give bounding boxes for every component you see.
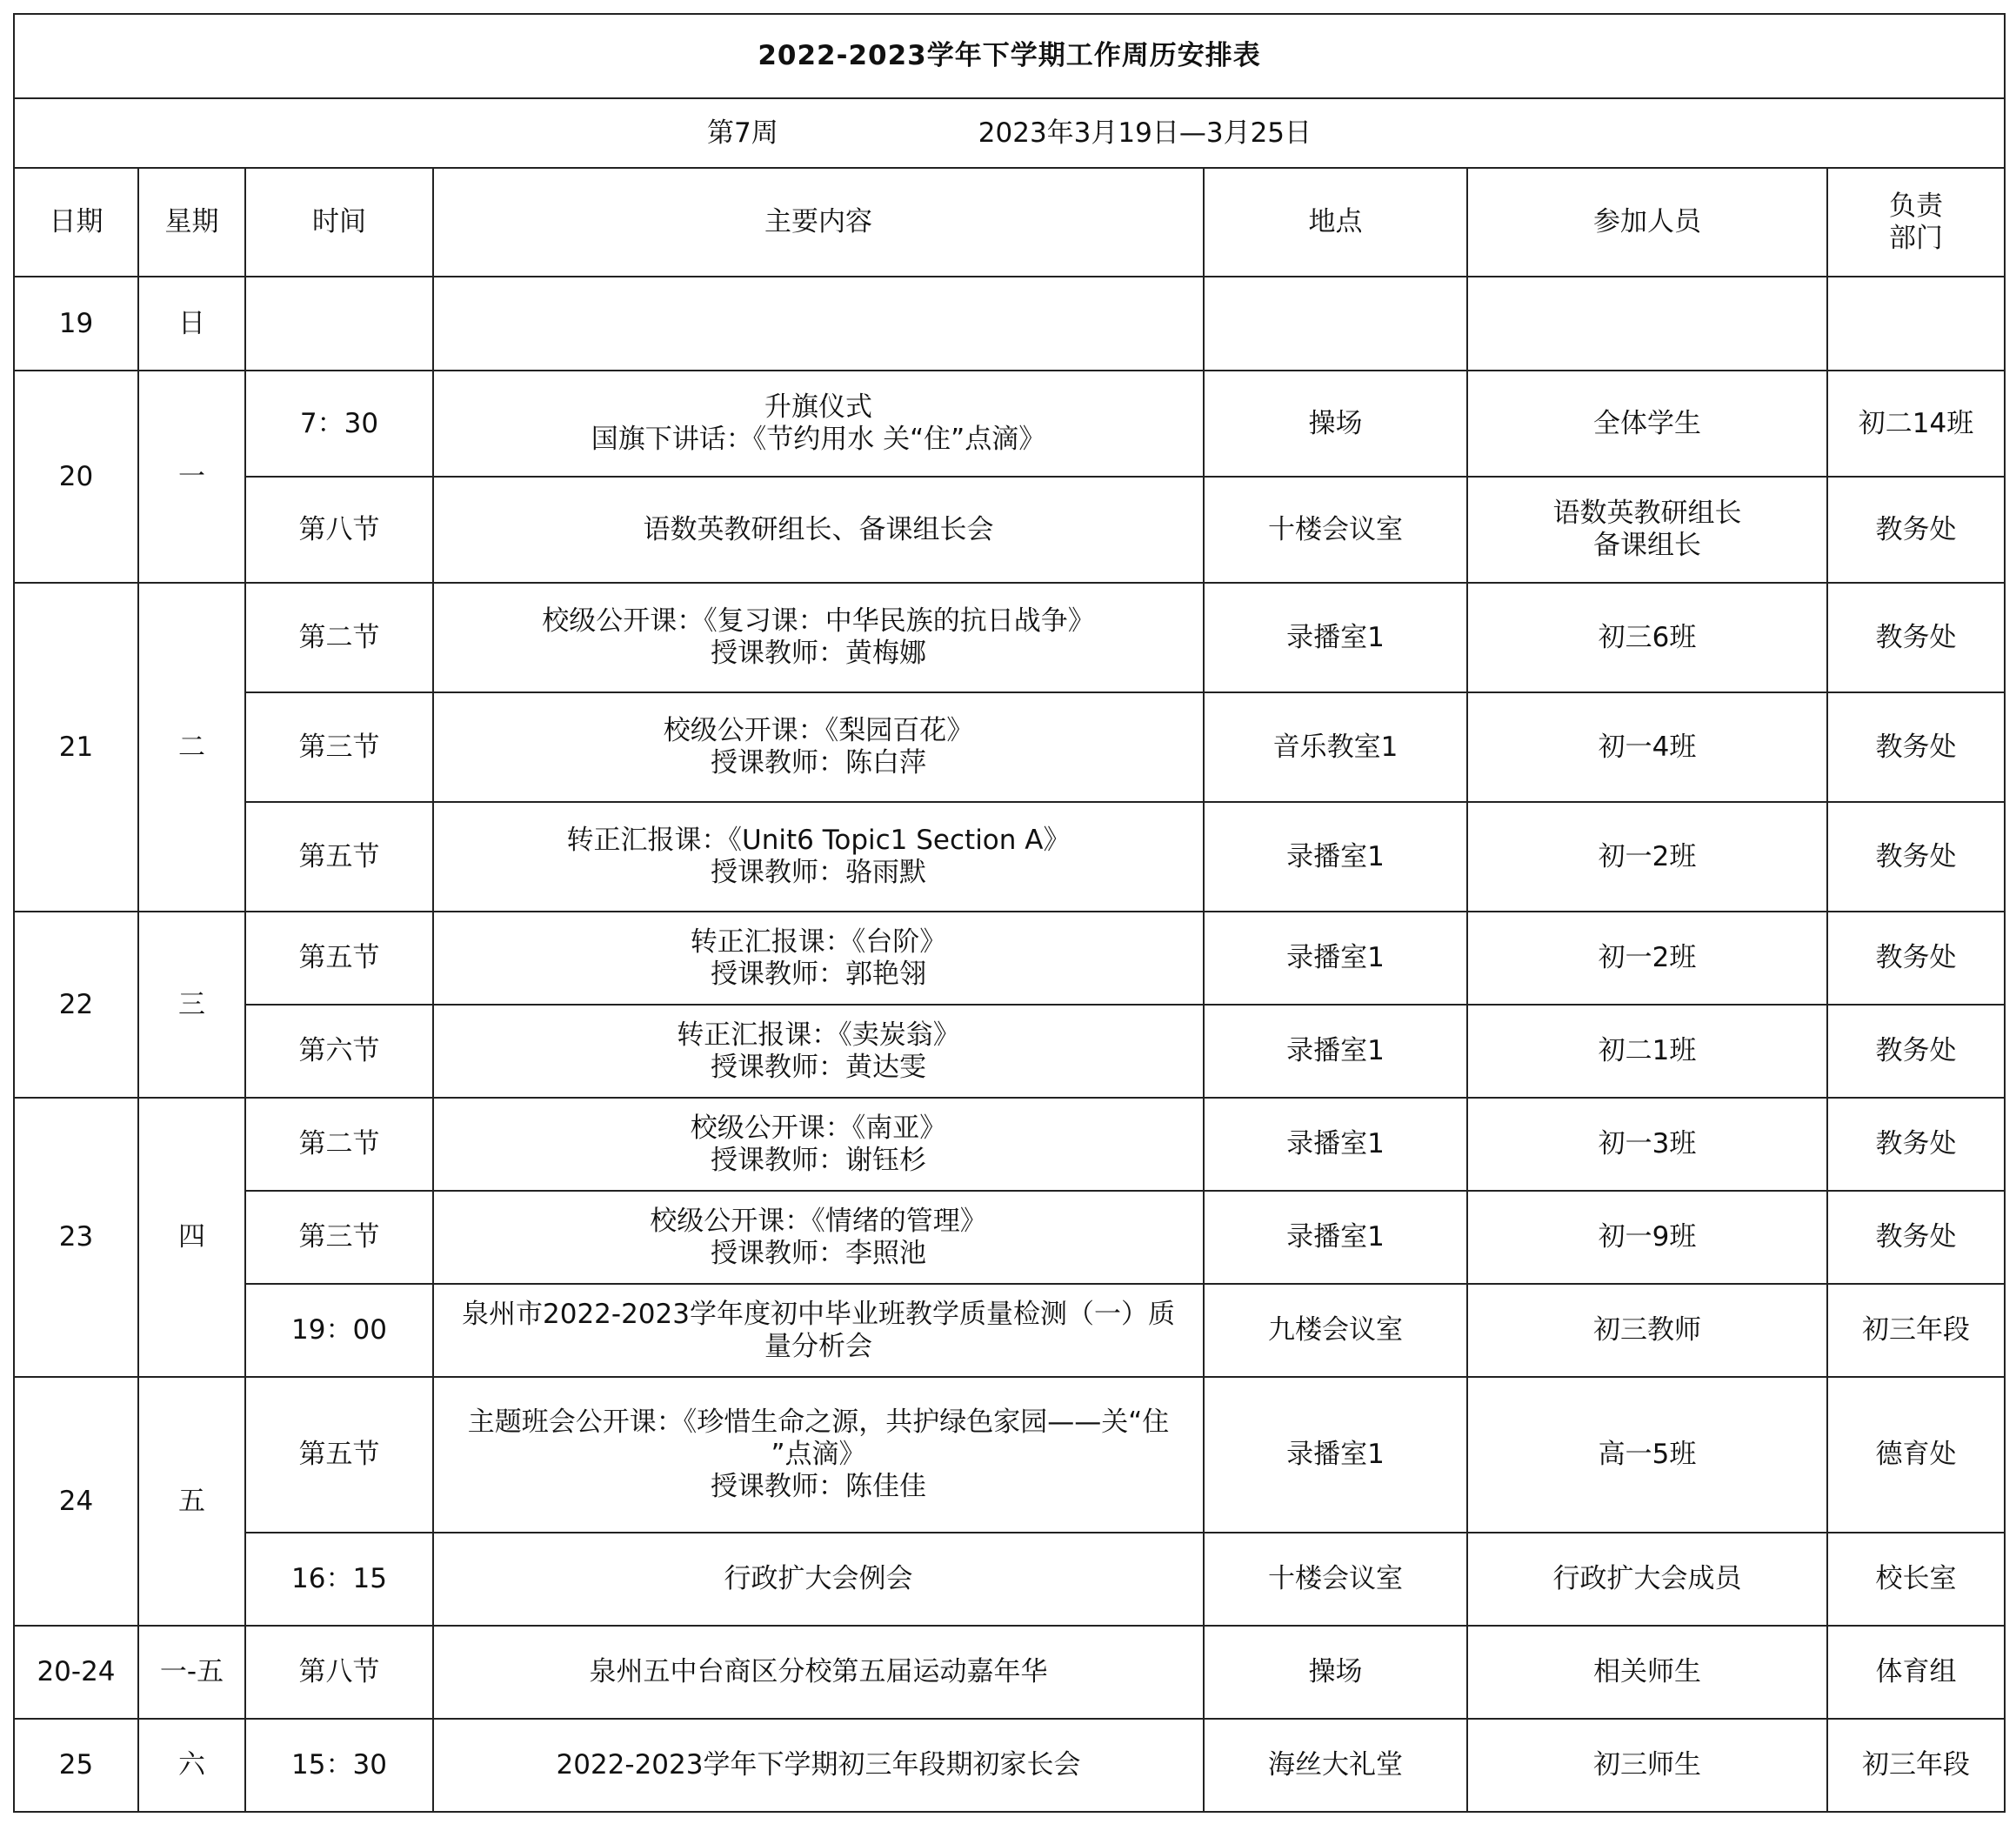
- content-cell: 校级公开课：《复习课：中华民族的抗日战争》 授课教师：黄梅娜: [433, 583, 1204, 692]
- dept-cell: 教务处: [1827, 1005, 2005, 1098]
- date-range: 2023年3月19日—3月25日: [978, 117, 1312, 149]
- header-row: [14, 168, 2005, 277]
- table-row: [14, 583, 2005, 692]
- content-cell: 泉州市2022-2023学年度初中毕业班教学质量检测（一）质 量分析会: [433, 1284, 1204, 1377]
- content-cell: 转正汇报课：《Unit6 Topic1 Section A》 授课教师：骆雨默: [433, 802, 1204, 912]
- time-cell: 第五节: [245, 912, 433, 1005]
- time-cell: 第二节: [245, 583, 433, 692]
- participants-cell: 初二1班: [1467, 1005, 1827, 1098]
- date-cell: 22: [14, 912, 138, 1098]
- week-info: [14, 98, 2005, 168]
- time-cell: 第二节: [245, 1098, 433, 1191]
- dept-cell: 初三年段: [1827, 1719, 2005, 1812]
- content-cell: 2022-2023学年下学期初三年段期初家长会: [433, 1719, 1204, 1812]
- date-cell: 25: [14, 1719, 138, 1812]
- content-cell: 转正汇报课：《台阶》 授课教师：郭艳翎: [433, 912, 1204, 1005]
- table-row: [14, 1098, 2005, 1191]
- content-cell: 语数英教研组长、备课组长会: [433, 477, 1204, 583]
- location-cell: [1204, 277, 1467, 371]
- table-row: [14, 912, 2005, 1005]
- table-row: [14, 1626, 2005, 1719]
- weekday-cell: 二: [138, 583, 245, 912]
- location-cell: 操场: [1204, 1626, 1467, 1719]
- time-cell: 第三节: [245, 1191, 433, 1284]
- location-cell: 海丝大礼堂: [1204, 1719, 1467, 1812]
- weekday-cell: 日: [138, 277, 245, 371]
- location-cell: 录播室1: [1204, 912, 1467, 1005]
- time-cell: 第五节: [245, 802, 433, 912]
- date-cell: 20-24: [14, 1626, 138, 1719]
- date-cell: 20: [14, 371, 138, 583]
- weekday-cell: 三: [138, 912, 245, 1098]
- participants-cell: 初三6班: [1467, 583, 1827, 692]
- time-cell: 19：00: [245, 1284, 433, 1377]
- table-row: [14, 692, 2005, 802]
- dept-cell: 德育处: [1827, 1377, 2005, 1533]
- table-row: [14, 477, 2005, 583]
- dept-cell: 教务处: [1827, 802, 2005, 912]
- location-cell: 十楼会议室: [1204, 477, 1467, 583]
- table-row: [14, 802, 2005, 912]
- schedule-table: [13, 13, 2006, 1813]
- participants-cell: 全体学生: [1467, 371, 1827, 477]
- header-time: 时间: [245, 168, 433, 277]
- content-cell: 转正汇报课：《卖炭翁》 授课教师：黄达雯: [433, 1005, 1204, 1098]
- date-cell: 21: [14, 583, 138, 912]
- time-cell: 7：30: [245, 371, 433, 477]
- week-number: 第7周: [707, 117, 778, 149]
- time-cell: 第三节: [245, 692, 433, 802]
- time-cell: 15：30: [245, 1719, 433, 1812]
- participants-cell: 初一9班: [1467, 1191, 1827, 1284]
- date-cell: 19: [14, 277, 138, 371]
- time-cell: 第五节: [245, 1377, 433, 1533]
- table-row: [14, 1533, 2005, 1626]
- header-location: 地点: [1204, 168, 1467, 277]
- dept-cell: [1827, 277, 2005, 371]
- location-cell: 音乐教室1: [1204, 692, 1467, 802]
- participants-cell: 初一3班: [1467, 1098, 1827, 1191]
- title-row: [14, 14, 2005, 98]
- weekday-cell: 四: [138, 1098, 245, 1377]
- location-cell: 十楼会议室: [1204, 1533, 1467, 1626]
- dept-cell: 教务处: [1827, 692, 2005, 802]
- table-row: [14, 1005, 2005, 1098]
- week-row: [14, 98, 2005, 168]
- date-cell: 24: [14, 1377, 138, 1626]
- table-row: [14, 277, 2005, 371]
- header-weekday: 星期: [138, 168, 245, 277]
- header-content: 主要内容: [433, 168, 1204, 277]
- header-date: 日期: [14, 168, 138, 277]
- location-cell: 录播室1: [1204, 1005, 1467, 1098]
- time-cell: 第八节: [245, 1626, 433, 1719]
- content-cell: 泉州五中台商区分校第五届运动嘉年华: [433, 1626, 1204, 1719]
- location-cell: 录播室1: [1204, 1191, 1467, 1284]
- content-cell: 升旗仪式 国旗下讲话：《节约用水 关“住”点滴》: [433, 371, 1204, 477]
- dept-cell: 教务处: [1827, 583, 2005, 692]
- location-cell: 操场: [1204, 371, 1467, 477]
- participants-cell: 高一5班: [1467, 1377, 1827, 1533]
- table-row: [14, 1191, 2005, 1284]
- weekday-cell: 一: [138, 371, 245, 583]
- participants-cell: 初三教师: [1467, 1284, 1827, 1377]
- weekday-cell: 一-五: [138, 1626, 245, 1719]
- dept-cell: 初三年段: [1827, 1284, 2005, 1377]
- dept-cell: 教务处: [1827, 912, 2005, 1005]
- dept-cell: 教务处: [1827, 477, 2005, 583]
- table-row: [14, 1719, 2005, 1812]
- weekday-cell: 五: [138, 1377, 245, 1626]
- content-cell: 校级公开课：《梨园百花》 授课教师：陈白萍: [433, 692, 1204, 802]
- participants-cell: 初一2班: [1467, 912, 1827, 1005]
- location-cell: 录播室1: [1204, 802, 1467, 912]
- time-cell: 第六节: [245, 1005, 433, 1098]
- content-cell: 行政扩大会例会: [433, 1533, 1204, 1626]
- dept-cell: 校长室: [1827, 1533, 2005, 1626]
- dept-cell: 体育组: [1827, 1626, 2005, 1719]
- time-cell: [245, 277, 433, 371]
- location-cell: 录播室1: [1204, 583, 1467, 692]
- location-cell: 录播室1: [1204, 1098, 1467, 1191]
- participants-cell: 行政扩大会成员: [1467, 1533, 1827, 1626]
- dept-cell: 教务处: [1827, 1098, 2005, 1191]
- dept-cell: 初二14班: [1827, 371, 2005, 477]
- content-cell: [433, 277, 1204, 371]
- date-cell: 23: [14, 1098, 138, 1377]
- weekday-cell: 六: [138, 1719, 245, 1812]
- location-cell: 录播室1: [1204, 1377, 1467, 1533]
- table-row: [14, 371, 2005, 477]
- time-cell: 第八节: [245, 477, 433, 583]
- header-participants: 参加人员: [1467, 168, 1827, 277]
- content-cell: 校级公开课：《情绪的管理》 授课教师：李照池: [433, 1191, 1204, 1284]
- content-cell: 主题班会公开课：《珍惜生命之源，共护绿色家园——关“住 ”点滴》 授课教师：陈佳佳: [433, 1377, 1204, 1533]
- participants-cell: [1467, 277, 1827, 371]
- participants-cell: 相关师生: [1467, 1626, 1827, 1719]
- time-cell: 16：15: [245, 1533, 433, 1626]
- participants-cell: 初一2班: [1467, 802, 1827, 912]
- header-dept: 负责 部门: [1827, 168, 2005, 277]
- participants-cell: 语数英教研组长 备课组长: [1467, 477, 1827, 583]
- table-title: 2022-2023学年下学期工作周历安排表: [14, 14, 2005, 98]
- table-row: [14, 1284, 2005, 1377]
- participants-cell: 初三师生: [1467, 1719, 1827, 1812]
- location-cell: 九楼会议室: [1204, 1284, 1467, 1377]
- table-row: [14, 1377, 2005, 1533]
- content-cell: 校级公开课：《南亚》 授课教师：谢钰杉: [433, 1098, 1204, 1191]
- dept-cell: 教务处: [1827, 1191, 2005, 1284]
- participants-cell: 初一4班: [1467, 692, 1827, 802]
